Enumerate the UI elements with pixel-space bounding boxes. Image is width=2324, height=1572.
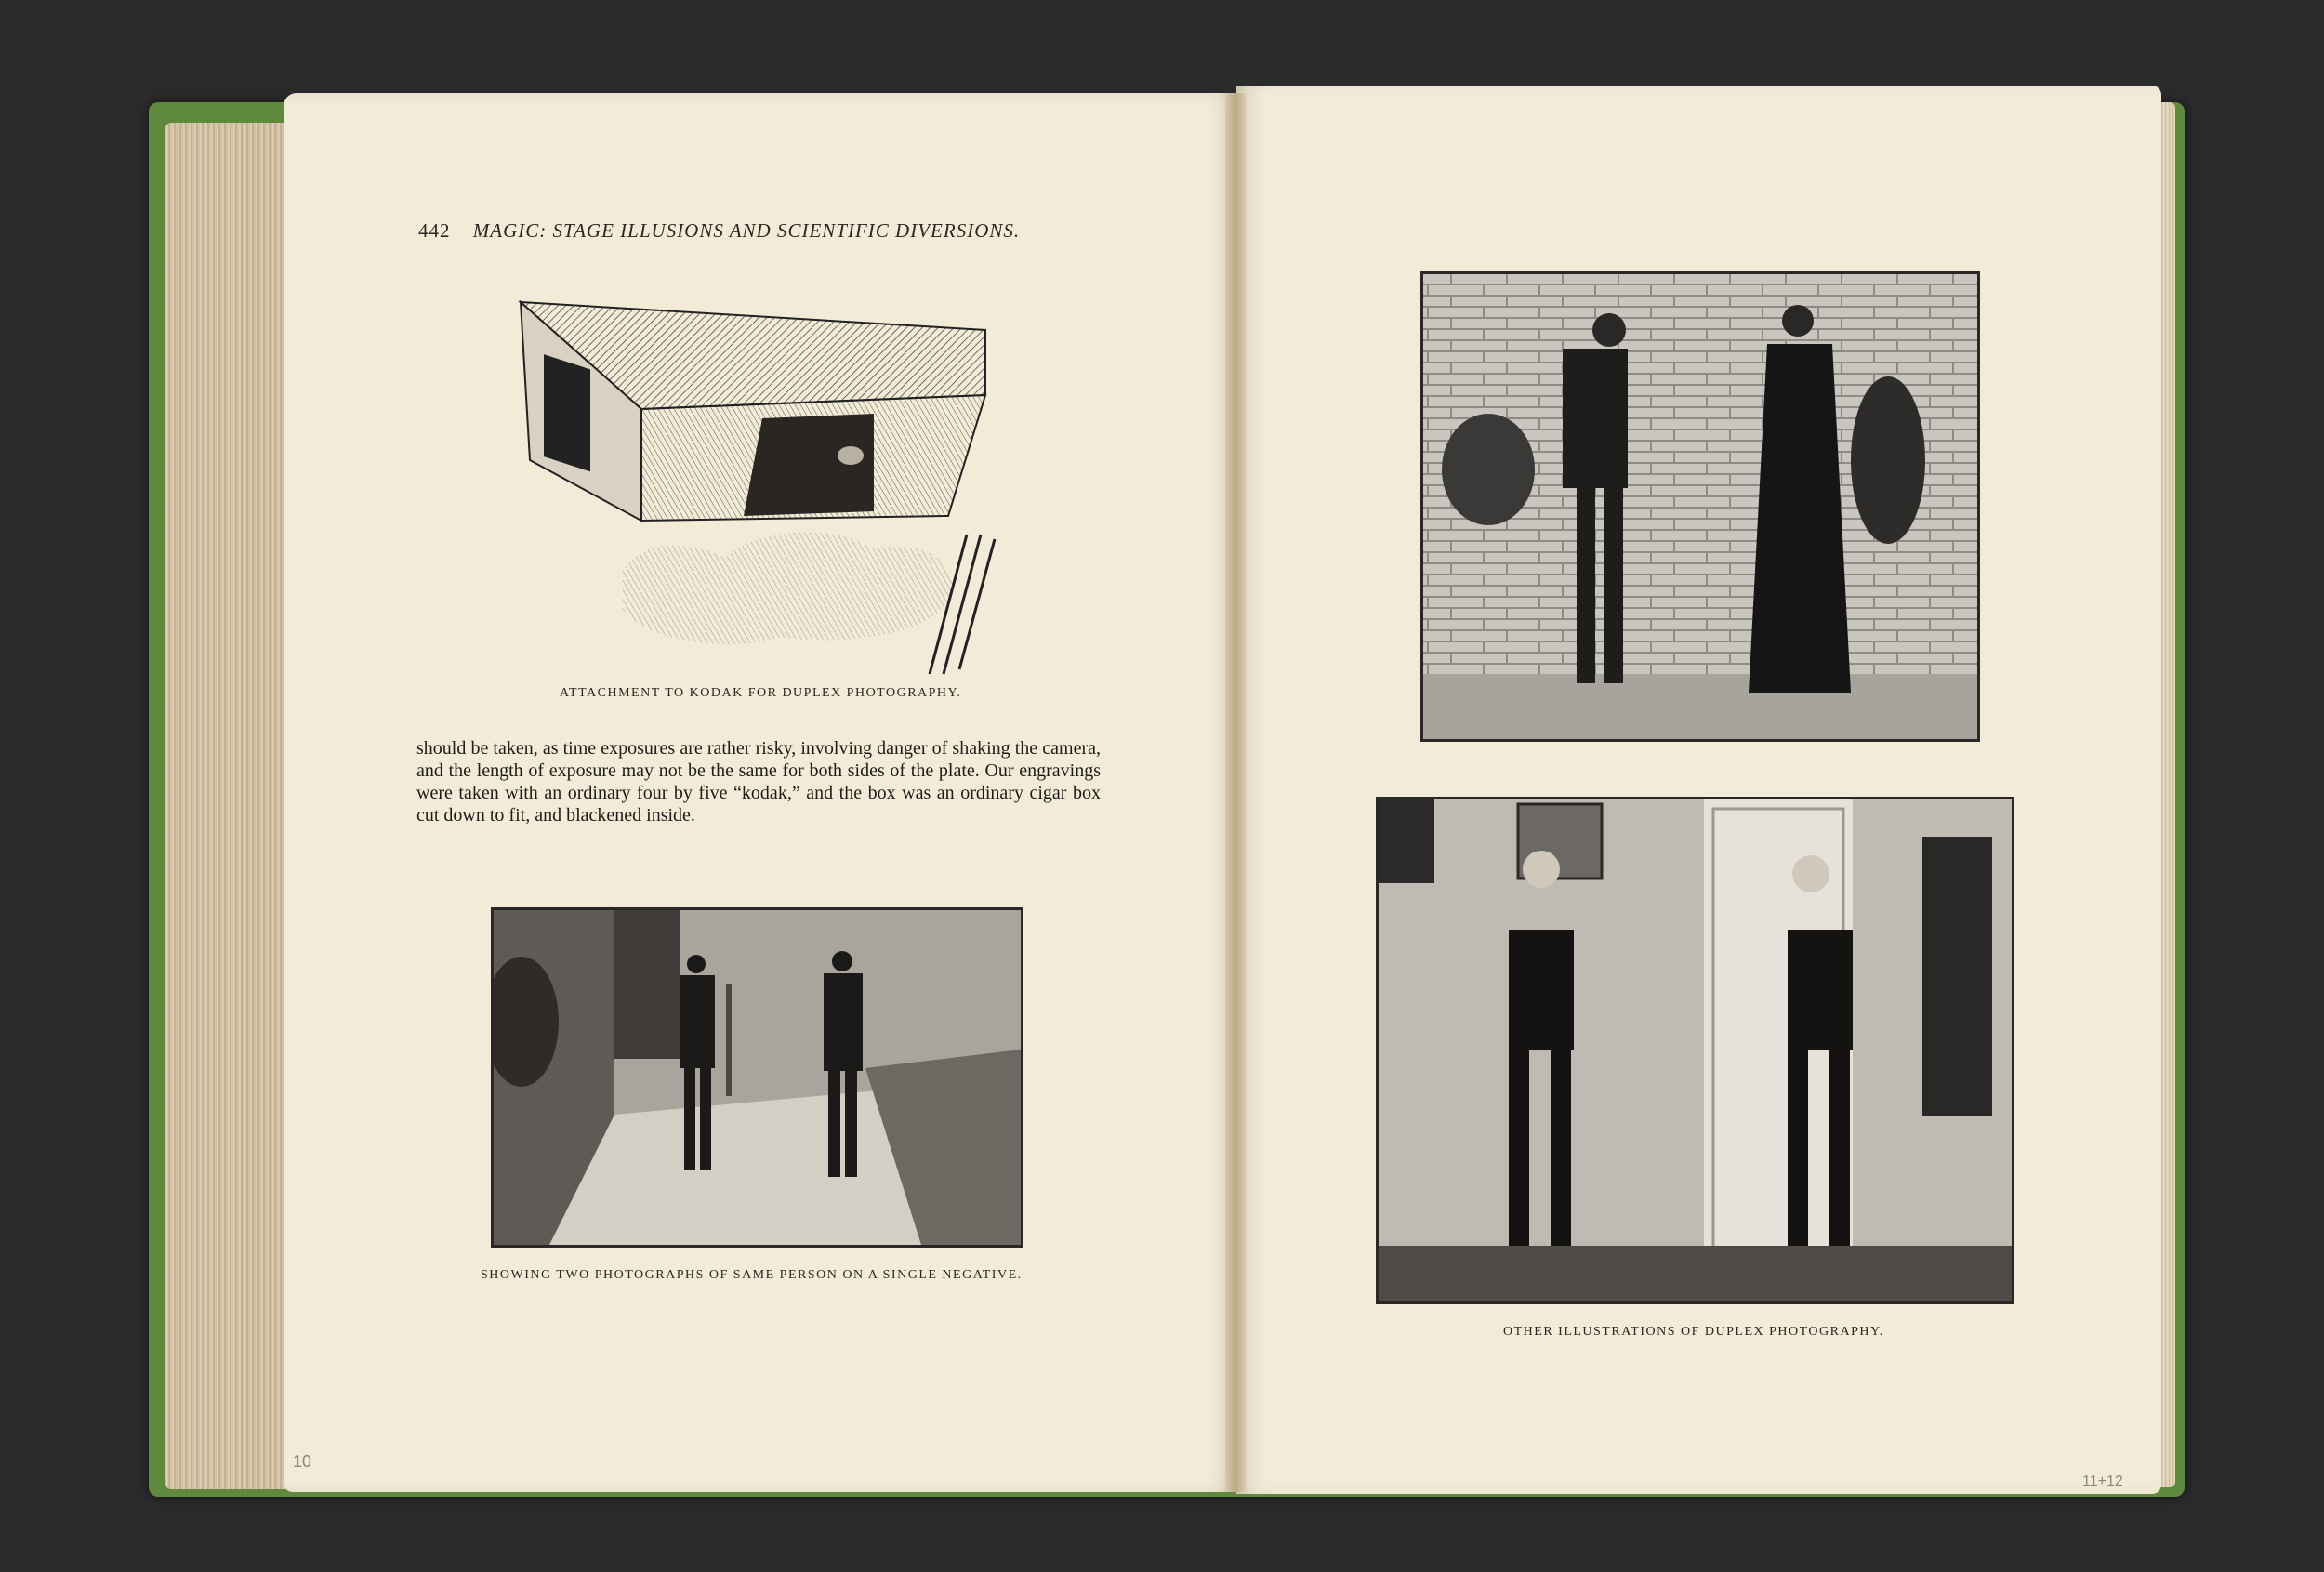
photo-two-walkers xyxy=(491,907,1023,1248)
page-number: 442 xyxy=(418,219,451,242)
right-figure-caption: OTHER ILLUSTRATIONS OF DUPLEX PHOTOGRAPHY. xyxy=(1503,1325,1884,1339)
figure2-caption: SHOWING TWO PHOTOGRAPHS OF SAME PERSON ON A SINGLE NEGATIVE. xyxy=(481,1268,1023,1282)
book-gutter xyxy=(1225,93,1246,1492)
figure1-caption: ATTACHMENT TO KODAK FOR DUPLEX PHOTOGRAPHY. xyxy=(560,686,962,700)
photo-brick-wall-figures xyxy=(1420,271,1980,742)
kodak-attachment-engraving xyxy=(483,293,1004,683)
body-paragraph: should be taken, as time exposures are rather risky, involving danger of shaking the camera, and the length of exposure may not be the same for both sides of the plate. Our engravings were taken with an ordinary four by five “kodak,” and the box was an ordinary cigar box cut down to fit, and blackened inside. xyxy=(416,738,1101,826)
book-page-edges xyxy=(165,123,296,1489)
running-head xyxy=(418,219,1020,243)
pencil-annotation-left: 10 xyxy=(293,1452,312,1471)
pencil-annotation-right: 11+12 xyxy=(2082,1473,2123,1489)
photo-boxers-duplex xyxy=(1376,797,2014,1304)
running-title: MAGIC: STAGE ILLUSIONS AND SCIENTIFIC DIVERSIONS. xyxy=(472,219,1021,242)
